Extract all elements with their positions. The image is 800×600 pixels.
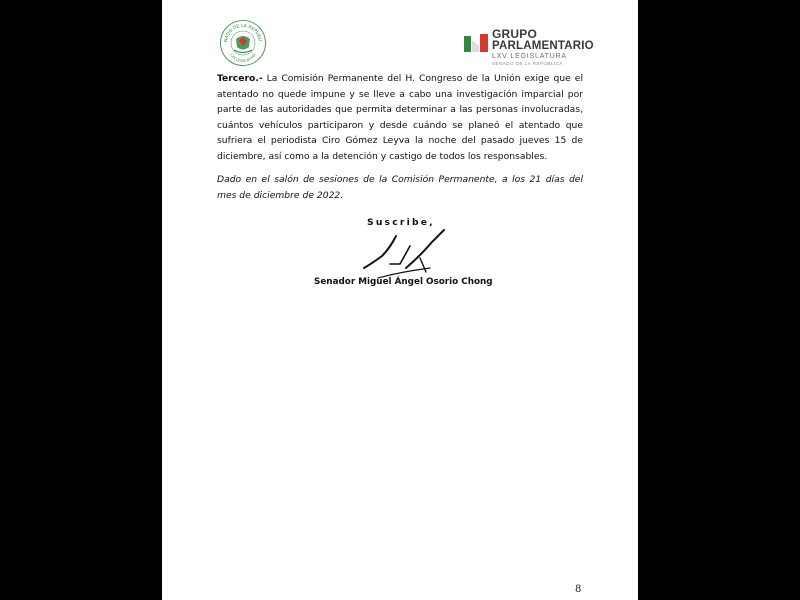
page-number: 8 — [575, 584, 582, 595]
party-logo-line4: SENADO DE LA REPÚBLICA — [492, 61, 563, 66]
party-logo-line3: LXV LEGISLATURA — [492, 53, 567, 60]
senate-seal-logo — [219, 19, 267, 67]
party-logo — [464, 27, 594, 66]
paragraph-lead: Tercero.- — [217, 73, 263, 84]
paragraph-text: La Comisión Permanente del H. Congreso de la Unión exige que el atentado no quede impune y se lleve a cabo una investigación imparcial por parte de las autoridades que permita determinar a las personas involucradas, cuántos vehículos participaron y desde cuándo se planeó el atentado que sufriera el periodista Ciro Gómez Leyva la noche del pasado jueves 15 de diciembre, así como a la detención y castigo de todos los responsables. — [217, 73, 583, 162]
party-flag-icon — [464, 34, 488, 52]
resolution-paragraph — [217, 71, 583, 164]
svg-text:LXV LEGISLATURA — [229, 52, 257, 63]
signer-name: Senador Miguel Ángel Osorio Chong — [314, 277, 493, 287]
handwritten-signature — [360, 228, 455, 284]
seal-top-text: NADO DE LA REPÚBLI — [223, 23, 262, 43]
party-logo-line1: GRUPO — [492, 27, 538, 41]
suscribe-label: Suscribe, — [367, 217, 435, 228]
party-logo-line2: PARLAMENTARIO — [492, 40, 594, 52]
seal-bottom-text: LXV LEGISLATURA — [229, 53, 257, 64]
document-page — [162, 0, 638, 600]
closing-statement: Dado en el salón de sesiones de la Comisión Permanente, a los 21 días del mes de diciembre de 2022. — [217, 174, 583, 201]
